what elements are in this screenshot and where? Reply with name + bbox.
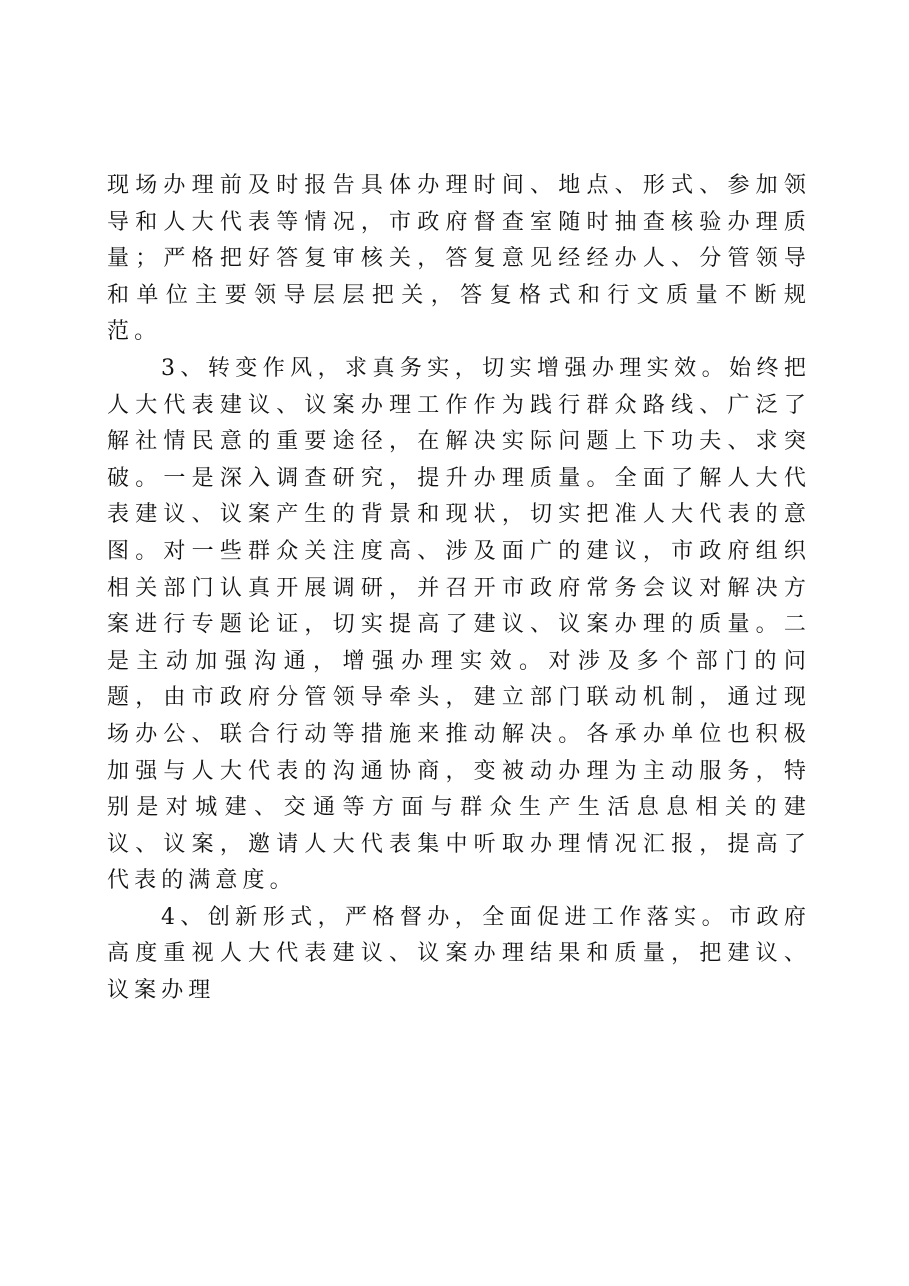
paragraph-section-3: 3、转变作风，求真务实，切实增强办理实效。始终把人大代表建议、议案办理工作作为践行群众路线、广泛了解社情民意的重要途径，在解决实际问题上下功夫、求突破。一是深入调查研究，提升办理质量。全面了解人大代表建议、议案产生的背景和现状，切实把准人大代表的意图。对一些群众关注度高、涉及面广的建议，市政府组织相关部门认真开展调研，并召开市政府常务会议对解决方案进行专题论证，切实提高了建议、议案办理的质量。二是主动加强沟通，增强办理实效。对涉及多个部门的问题，由市政府分管领导牵头，建立部门联动机制，通过现场办公、联合行动等措施来推动解决。各承办单位也积极加强与人大代表的沟通协商，变被动办理为主动服务，特别是对城建、交通等方面与群众生产生活息息相关的建议、议案，邀请人大代表集中听取办理情况汇报，提高了代表的满意度。 xyxy=(107,355,811,894)
paragraph-continuation: 现场办理前及时报告具体办理时间、地点、形式、参加领导和人大代表等情况，市政府督查室随时抽查核验办理质量；严格把好答复审核关，答复意见经经办人、分管领导和单位主要领导层层把关，答复格式和行文质量不断规范。 xyxy=(107,173,811,345)
paragraph-section-4: 4、创新形式，严格督办，全面促进工作落实。市政府高度重视人大代表建议、议案办理结果和质量，把建议、议案办理 xyxy=(107,904,811,1004)
